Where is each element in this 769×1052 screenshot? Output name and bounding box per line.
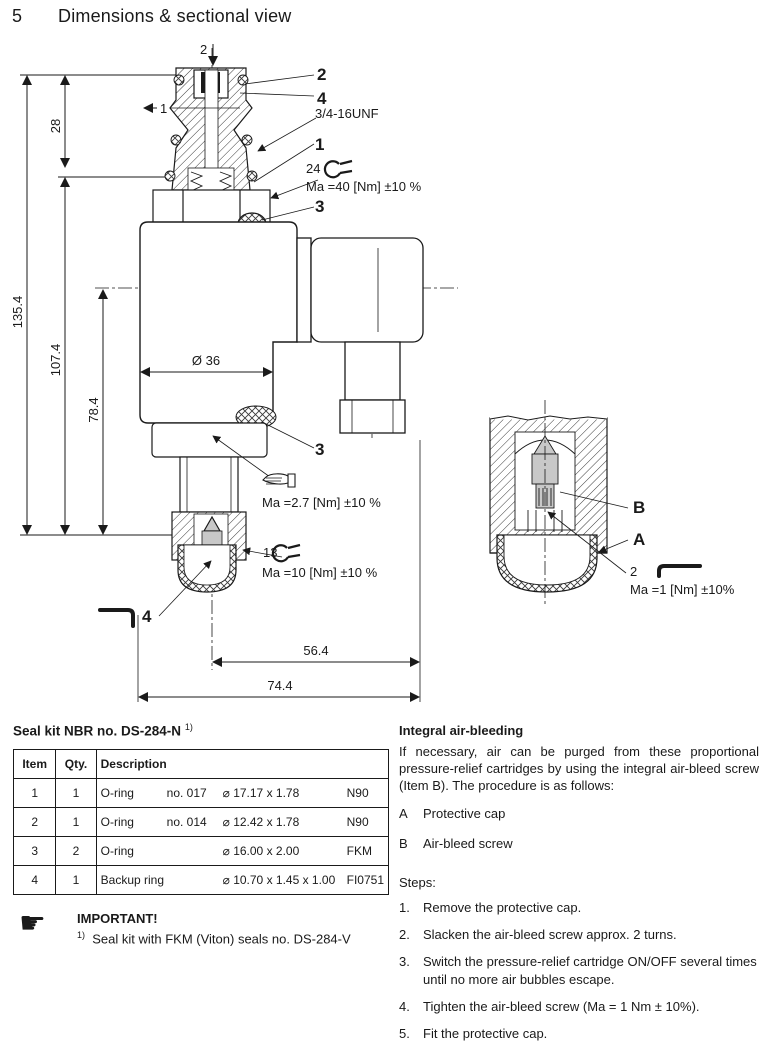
seal-kit-title-sup: 1) xyxy=(184,722,193,732)
dim-135-4: 135.4 xyxy=(10,295,25,329)
air-bleeding-section xyxy=(399,722,759,1052)
footnote-marker: 1) xyxy=(77,929,86,940)
steps-label: Steps: xyxy=(399,874,436,890)
step-5 xyxy=(399,1025,759,1042)
step-number: 2. xyxy=(399,927,410,943)
cell-description: Backup ring ⌀ 10.70 x 1.45 x 1.00 FI0751 xyxy=(96,865,388,894)
hand-torque-icon xyxy=(263,474,295,487)
dim-dia36: Ø 36 xyxy=(191,353,221,368)
step-text: Fit the protective cap. xyxy=(423,1025,548,1041)
cell-description: O-ring ⌀ 16.00 x 2.00 FKM xyxy=(96,836,388,865)
step-1 xyxy=(399,899,759,916)
step-4 xyxy=(399,998,759,1015)
step-3 xyxy=(399,953,759,987)
pointing-hand-icon: ☛ xyxy=(19,906,46,940)
table-row xyxy=(14,836,389,865)
section-title xyxy=(12,6,292,27)
allen-2-label: 2 xyxy=(630,564,638,579)
coil-body xyxy=(140,222,297,423)
seal-kit-title xyxy=(13,722,395,739)
cell-item: 2 xyxy=(14,807,56,836)
cell-item: 1 xyxy=(14,778,56,807)
legend-key: A xyxy=(399,805,408,821)
col-description: Description xyxy=(96,749,388,778)
cartridge-head xyxy=(153,68,270,235)
step-number: 3. xyxy=(399,954,410,970)
important-heading: IMPORTANT! xyxy=(77,910,158,926)
item-2-label: 2 xyxy=(317,65,327,84)
cell-qty: 1 xyxy=(56,778,96,807)
torque-27-label: Ma =2.7 [Nm] ±10 % xyxy=(262,495,381,510)
cell-qty: 1 xyxy=(56,807,96,836)
table-row xyxy=(14,778,389,807)
table-row xyxy=(14,807,389,836)
page-title: Dimensions & sectional view xyxy=(58,6,292,26)
lower-stem xyxy=(152,423,267,592)
cell-item: 4 xyxy=(14,865,56,894)
important-note xyxy=(13,906,395,946)
air-bleeding-intro: If necessary, air can be purged from these proportional pressure-relief cartridges by using the integral air-bleed screw (Item B). The procedure is as follows: xyxy=(399,744,759,794)
table-row xyxy=(14,865,389,894)
footnote xyxy=(77,930,351,946)
seal-kit-section xyxy=(13,722,395,946)
dim-78-4: 78.4 xyxy=(86,397,101,423)
seal-kit-title-text: Seal kit NBR no. DS-284-N xyxy=(13,723,182,739)
item-3-label: 3 xyxy=(315,197,325,216)
legend-text: Protective cap xyxy=(423,805,506,821)
legend-item-b xyxy=(399,835,759,852)
dim-74-4: 74.4 xyxy=(267,678,293,693)
legend-item-a xyxy=(399,805,759,822)
torque-40-label: Ma =40 [Nm] ±10 % xyxy=(306,179,422,194)
wrench-13-label: 13 xyxy=(263,545,278,560)
cell-item: 3 xyxy=(14,836,56,865)
cell-qty: 1 xyxy=(56,865,96,894)
dim-56-4: 56.4 xyxy=(303,643,329,658)
step-number: 5. xyxy=(399,1025,410,1041)
wrench-icon xyxy=(325,161,352,177)
legend-text: Air-bleed screw xyxy=(423,835,513,851)
col-qty: Qty. xyxy=(56,749,96,778)
footnote-text: Seal kit with FKM (Viton) seals no. DS-284-V xyxy=(92,930,351,946)
allen-key-icon-small xyxy=(659,566,700,576)
step-number: 1. xyxy=(399,900,410,916)
port-2-label: 2 xyxy=(200,42,208,57)
label-B: B xyxy=(633,498,646,517)
port-1-label: 1 xyxy=(160,101,168,116)
torque-1-label: Ma =1 [Nm] ±10% xyxy=(630,582,735,597)
seal-kit-table xyxy=(13,749,389,895)
dim-107-4: 107.4 xyxy=(48,343,63,377)
step-text: Switch the pressure-relief cartridge ON/OFF several times until no more air bubbles escape. xyxy=(423,954,757,987)
step-text: Tighten the air-bleed screw (Ma = 1 Nm ± 10%). xyxy=(423,998,700,1014)
item-4b-label: 4 xyxy=(142,607,152,626)
dim-28: 28 xyxy=(48,118,63,134)
item-4-label: 4 xyxy=(317,89,327,108)
cell-qty: 2 xyxy=(56,836,96,865)
item-3b-label: 3 xyxy=(315,440,325,459)
air-bleed-detail-view xyxy=(490,400,607,606)
section-number: 5 xyxy=(12,6,23,26)
wrench-24-label: 24 xyxy=(306,161,321,176)
step-number: 4. xyxy=(399,998,410,1014)
allen-key-icon xyxy=(100,610,133,626)
sectional-drawing xyxy=(0,40,769,720)
label-A: A xyxy=(633,530,646,549)
step-text: Remove the protective cap. xyxy=(423,900,582,916)
torque-10-label: Ma =10 [Nm] ±10 % xyxy=(262,565,378,580)
cell-description: O-ring no. 014 ⌀ 12.42 x 1.78 N90 xyxy=(96,807,388,836)
item-1-label: 1 xyxy=(315,135,325,154)
connector xyxy=(297,238,423,433)
thread-label: 3/4-16UNF xyxy=(315,106,379,121)
air-bleeding-title: Integral air-bleeding xyxy=(399,723,524,738)
step-2 xyxy=(399,926,759,943)
table-header-row xyxy=(14,749,389,778)
legend-key: B xyxy=(399,835,408,851)
step-text: Slacken the air-bleed screw approx. 2 turns. xyxy=(423,927,677,943)
col-item: Item xyxy=(14,749,56,778)
cell-description: O-ring no. 017 ⌀ 17.17 x 1.78 N90 xyxy=(96,778,388,807)
